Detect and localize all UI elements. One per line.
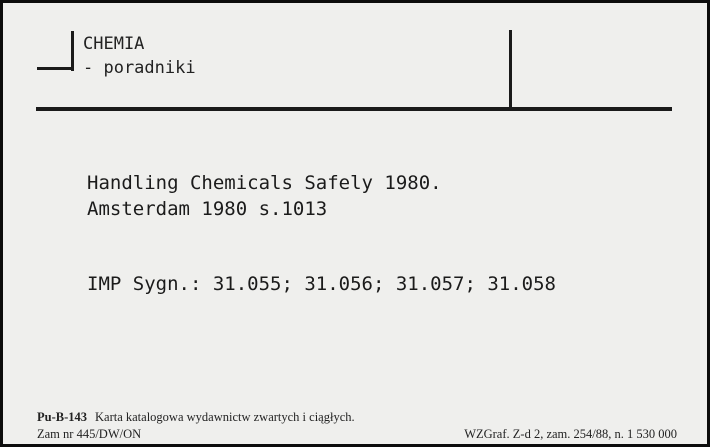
printer-info: WZGraf. Z-d 2, zam. 254/88, n. 1 530 000	[464, 427, 677, 441]
order-number: Zam nr 445/DW/ON	[37, 427, 142, 441]
footer-row-1	[37, 409, 677, 426]
header-divider-vertical	[509, 30, 512, 110]
call-number: IMP Sygn.: 31.055; 31.056; 31.057; 31.058	[87, 273, 556, 295]
entry-imprint-line: Amsterdam 1980 s.1013	[87, 198, 328, 220]
corner-mark-horizontal	[37, 67, 73, 70]
subject-heading	[83, 32, 196, 80]
card-footer	[37, 409, 677, 443]
form-code: Pu-B-143	[37, 410, 87, 424]
form-description: Karta katalogowa wydawnictw zwartych i ciągłych.	[95, 410, 355, 424]
header-rule	[36, 107, 672, 111]
bibliographic-entry	[87, 170, 442, 222]
catalog-card	[3, 3, 707, 444]
corner-mark-vertical	[71, 31, 74, 71]
subject-title: CHEMIA	[83, 34, 145, 54]
entry-title-line: Handling Chemicals Safely 1980.	[87, 172, 442, 194]
subject-subdivision: - poradniki	[83, 58, 196, 78]
footer-row-2	[37, 426, 677, 443]
